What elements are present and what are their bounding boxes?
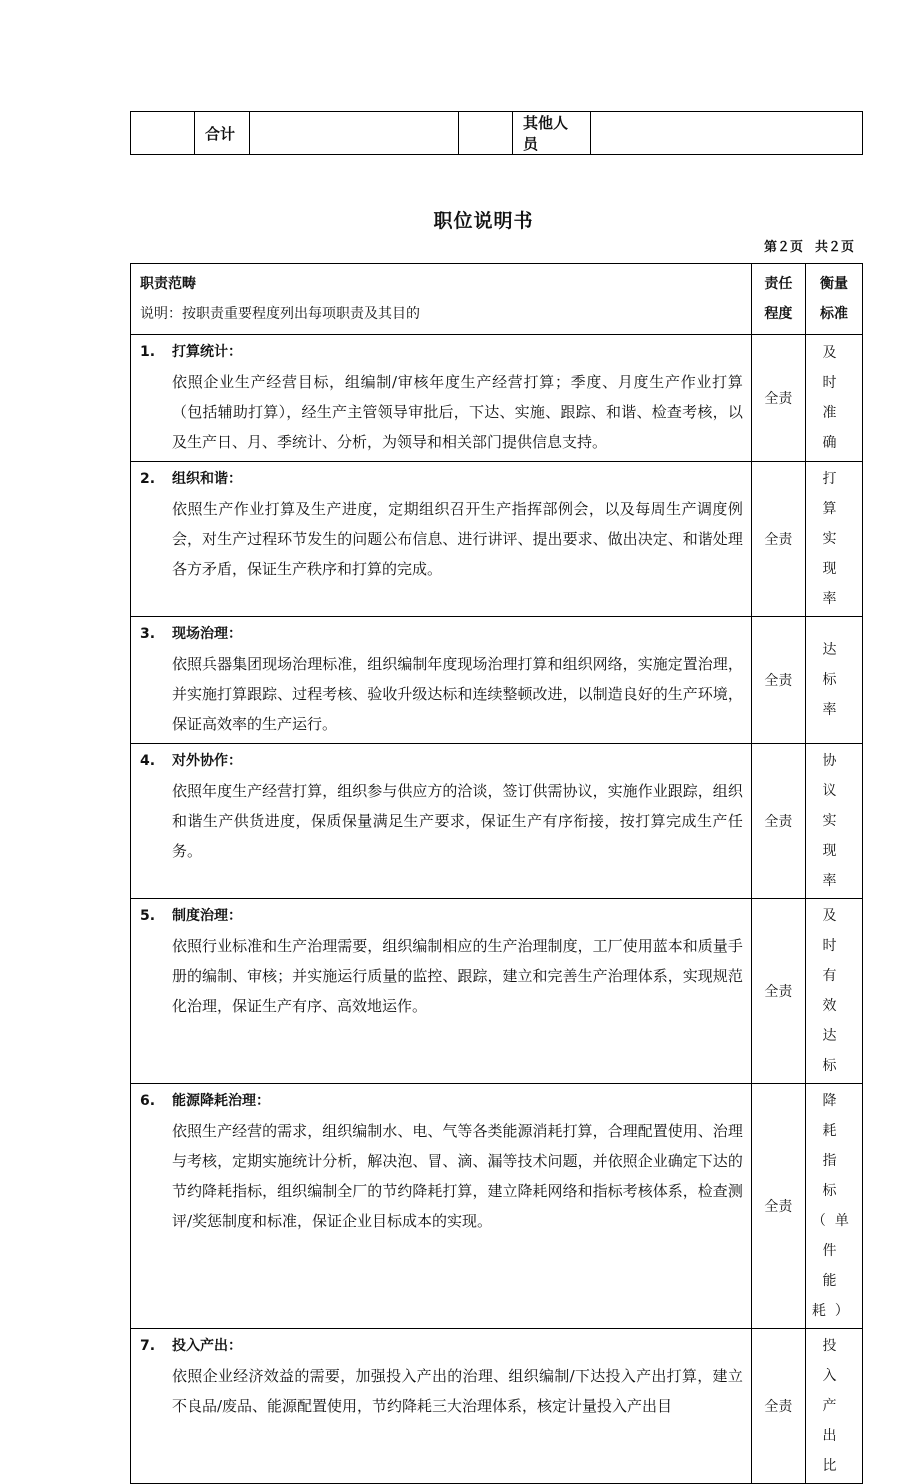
item-cell [131, 335, 752, 462]
summary-table [130, 111, 863, 155]
responsibility-header-line1: 责任 [764, 276, 793, 292]
item-cell [131, 1084, 752, 1329]
page-total: 共２页 [814, 240, 854, 255]
table-row [131, 617, 863, 744]
total-value-cell [250, 112, 459, 155]
item-number: 4. [140, 753, 156, 769]
total-label: 合计 [195, 112, 250, 155]
item-description: 依照兵器集团现场治理标准，组织编制年度现场治理打算和组织网络，实施定置治理，并实施打算跟踪、过程考核、验收升级达标和连续整顿改进，以制造良好的生产环境，保证高效率的生产运行。 [172, 655, 743, 733]
item-description: 依照生产经营的需求，组织编制水、电、气等各类能源消耗打算，合理配置使用、治理与考核，定期实施统计分析，解决泡、冒、滴、漏等技术问题，并依照企业确定下达的节约降耗指标，组织编制全厂的节约降耗打算，建立降耗网络和指标考核体系，检查测评/奖惩制度和标准，保证企业目标成本的实现。 [172, 1122, 743, 1230]
item-number: 6. [140, 1093, 156, 1109]
item-title-text: 投入产出： [172, 1338, 242, 1354]
item-number: 3. [140, 626, 156, 642]
summary-blank-cell-2 [459, 112, 513, 155]
item-title-text: 对外协作： [172, 753, 242, 769]
item-cell [131, 462, 752, 617]
responsibility-level: 全责 [751, 335, 805, 462]
item-description: 依照生产作业打算及生产进度，定期组织召开生产指挥部例会，以及每周生产调度例会，对生产过程环节发生的问题公布信息、进行讲评、提出要求、做出决定、和谐处理各方矛盾，保证生产秩序和打算的完成。 [172, 500, 743, 578]
responsibility-level: 全责 [751, 899, 805, 1084]
table-row [131, 462, 863, 617]
others-label: 其他人员 [513, 112, 591, 155]
item-title-text: 现场治理： [172, 626, 242, 642]
others-value-cell [591, 112, 863, 155]
measure-standard: 及时准确 [805, 335, 862, 462]
responsibility-header-line2: 程度 [764, 306, 793, 322]
table-row [131, 335, 863, 462]
measure-standard: 降耗指标（单件能耗） [805, 1084, 862, 1329]
item-title [140, 1331, 743, 1361]
item-cell [131, 899, 752, 1084]
document-title: 职位说明书 [433, 210, 534, 232]
item-title-text: 能源降耗治理： [172, 1093, 270, 1109]
item-description: 依照企业生产经营目标，组编制/审核年度生产经营打算；季度、月度生产作业打算（包括辅助打算），经生产主管领导审批后，下达、实施、跟踪、和谐、检查考核，以及生产日、月、季统计、分析，为领导和相关部门提供信息支持。 [172, 373, 743, 451]
page-indicator [752, 236, 854, 255]
responsibility-level: 全责 [751, 744, 805, 899]
measure-standard: 打算实现率 [805, 462, 862, 617]
item-title-text: 制度治理： [172, 908, 242, 924]
scope-note: 说明：按职责重要程度列出每项职责及其目的 [140, 306, 420, 322]
responsibility-level: 全责 [751, 1329, 805, 1484]
item-title [140, 337, 743, 367]
responsibility-level: 全责 [751, 1084, 805, 1329]
item-title-text: 组织和谐： [172, 471, 242, 487]
item-title [140, 746, 743, 776]
table-header-row [131, 264, 863, 335]
item-title [140, 464, 743, 494]
table-row [131, 899, 863, 1084]
responsibility-header [751, 264, 805, 335]
responsibility-level: 全责 [751, 462, 805, 617]
responsibility-table [130, 263, 863, 1484]
table-row [131, 1084, 863, 1329]
item-cell [131, 1329, 752, 1484]
page-current: 第２页 [763, 240, 803, 255]
item-title [140, 619, 743, 649]
measure-standard: 投入产出比 [805, 1329, 862, 1484]
item-cell [131, 617, 752, 744]
item-number: 2. [140, 471, 156, 487]
item-description: 依照年度生产经营打算，组织参与供应方的洽谈，签订供需协议，实施作业跟踪，组织和谐生产供货进度，保质保量满足生产要求，保证生产有序衔接，按打算完成生产任务。 [172, 782, 743, 860]
item-title-text: 打算统计： [172, 344, 242, 360]
measure-standard: 达标率 [805, 617, 862, 744]
measure-standard: 及时有效达标 [805, 899, 862, 1084]
item-number: 1. [140, 344, 156, 360]
item-description: 依照行业标准和生产治理需要，组织编制相应的生产治理制度，工厂使用蓝本和质量手册的编制、审核；并实施运行质量的监控、跟踪，建立和完善生产治理体系，实现规范化治理，保证生产有序、高效地运作。 [172, 937, 743, 1015]
measure-header-line2: 标准 [819, 306, 848, 322]
table-row [131, 744, 863, 899]
scope-header-cell [131, 264, 752, 335]
measure-header-line1: 衡量 [819, 276, 848, 292]
item-cell [131, 744, 752, 899]
item-number: 7. [140, 1338, 156, 1354]
summary-blank-cell [131, 112, 195, 155]
measure-header [805, 264, 862, 335]
scope-title: 职责范畴 [140, 276, 196, 292]
item-title [140, 901, 743, 931]
item-title [140, 1086, 743, 1116]
item-number: 5. [140, 908, 156, 924]
item-description: 依照企业经济效益的需要，加强投入产出的治理、组织编制/下达投入产出打算，建立不良品/废品、能源配置使用，节约降耗三大治理体系，核定计量投入产出目 [172, 1367, 743, 1415]
table-row [131, 1329, 863, 1484]
responsibility-level: 全责 [751, 617, 805, 744]
measure-standard: 协议实现率 [805, 744, 862, 899]
